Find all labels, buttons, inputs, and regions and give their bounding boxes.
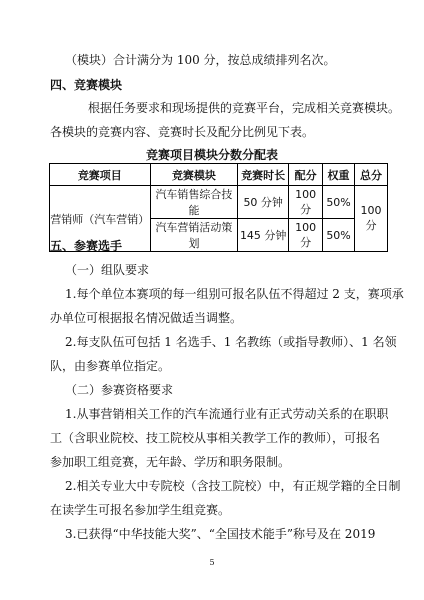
- cell-duration: 145 分钟: [238, 219, 289, 252]
- heading-contestants: 五、参赛选手: [50, 239, 123, 253]
- paragraph-score-total: （模块）合计满分为 100 分，按总成绩排列名次。: [65, 53, 336, 67]
- header-score: 配分: [289, 164, 323, 186]
- table-header-row: [50, 164, 388, 186]
- subheading-eligibility: （二）参赛资格要求: [65, 383, 174, 397]
- list-item: 1.从事营销相关工作的汽车流通行业有正式劳动关系的在职职: [65, 407, 389, 421]
- list-item-continuation: 工（含职业院校、技工院校从事相关教学工作的教师），可报名: [50, 431, 381, 445]
- cell-score: 100 分: [289, 186, 323, 219]
- list-item-continuation: 在读学生可报名参加学生组竞赛。: [50, 503, 231, 517]
- table-row: [50, 186, 388, 219]
- cell-score: 100 分: [289, 219, 323, 252]
- list-item: 2.每支队伍可包括 1 名选手、1 名教练（或指导教师）、1 名领: [65, 335, 397, 349]
- cell-total: 100 分: [355, 186, 388, 252]
- header-module: 竞赛模块: [150, 164, 238, 186]
- page-number: 5: [209, 558, 215, 567]
- header-total: 总分: [355, 164, 388, 186]
- header-duration: 竞赛时长: [238, 164, 289, 186]
- list-item-continuation: 参加职工组竞赛，无年龄、学历和职务限制。: [50, 455, 291, 469]
- cell-module: 汽车销售综合技能: [150, 186, 238, 219]
- heading-competition-modules: 四、竞赛模块: [50, 78, 123, 92]
- list-item-continuation: 队，由参赛单位指定。: [50, 359, 171, 373]
- header-weight: 权重: [323, 164, 355, 186]
- cell-duration: 50 分钟: [238, 186, 289, 219]
- cell-weight: 50%: [323, 186, 355, 219]
- paragraph-module-details: 各模块的竞赛内容、竞赛时长及配分比例见下表。: [50, 125, 315, 139]
- list-item-continuation: 办单位可根据报名情况做适当调整。: [50, 311, 243, 325]
- list-item: 3.已获得“中华技能大奖”、“全国技术能手”称号及在 2019: [65, 527, 376, 541]
- cell-module: 汽车营销活动策划: [150, 219, 238, 252]
- cell-project: 营销师（汽车营销）: [50, 186, 151, 252]
- subheading-team-requirements: （一）组队要求: [65, 263, 150, 277]
- list-item: 2.相关专业大中专院校（含技工院校）中，有正规学籍的全日制: [65, 479, 401, 493]
- list-item: 1.每个单位本赛项的每一组别可报名队伍不得超过 2 支，赛项承: [65, 287, 404, 301]
- cell-weight: 50%: [323, 219, 355, 252]
- header-project: 竞赛项目: [50, 164, 151, 186]
- paragraph-task-requirements: 根据任务要求和现场提供的竞赛平台，完成相关竞赛模块。: [88, 101, 401, 115]
- table-title: 竞赛项目模块分数分配表: [145, 148, 278, 162]
